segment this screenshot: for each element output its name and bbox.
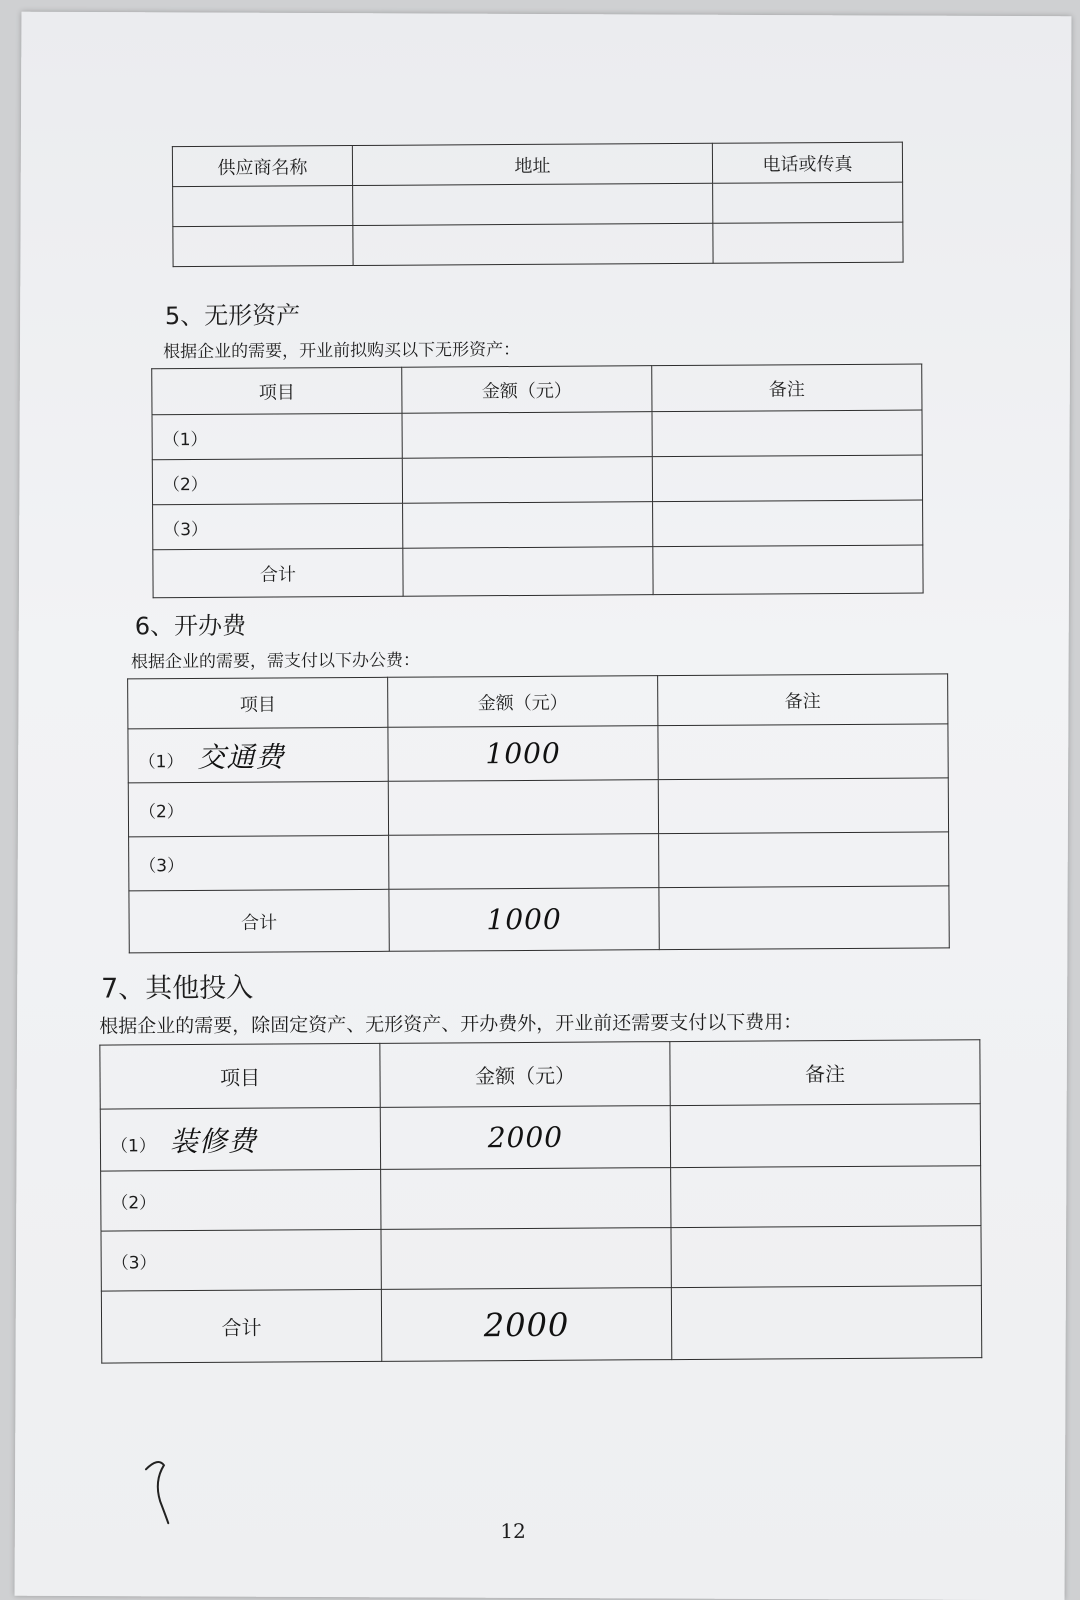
table-header-row — [128, 674, 948, 729]
item-cell[interactable] — [101, 1169, 381, 1231]
remark-cell[interactable] — [653, 500, 923, 547]
supplier-table — [172, 142, 904, 267]
remark-cell[interactable] — [671, 1166, 981, 1228]
amount-cell[interactable] — [402, 457, 652, 504]
header-item: 项目 — [152, 367, 402, 415]
item-cell[interactable] — [152, 413, 402, 460]
item-value: 装修费 — [169, 1124, 257, 1158]
amount-cell[interactable] — [389, 834, 659, 890]
table-row — [101, 1226, 981, 1291]
header-phone-fax: 电话或传真 — [712, 142, 902, 183]
header-amount: 金额（元） — [388, 676, 658, 728]
remark-cell[interactable] — [670, 1104, 980, 1168]
item-cell[interactable] — [128, 781, 388, 837]
header-address: 地址 — [352, 143, 712, 185]
section-note: 根据企业的需要，需支付以下办公费： — [130, 650, 421, 673]
item-value: 交通费 — [197, 739, 285, 774]
amount-cell[interactable]: 1000 — [388, 726, 658, 782]
amount-cell[interactable] — [402, 412, 652, 459]
total-amount[interactable]: 1000 — [389, 888, 659, 952]
section-other-investment — [99, 961, 981, 1363]
row-number: （1） — [162, 429, 208, 450]
amount-cell[interactable] — [381, 1228, 671, 1290]
item-cell[interactable] — [153, 503, 403, 550]
remark-cell[interactable] — [671, 1286, 981, 1360]
table-header-row — [100, 1040, 980, 1109]
table-row — [101, 1166, 981, 1231]
table-header-row — [172, 142, 902, 186]
total-amount[interactable] — [403, 547, 653, 597]
header-remark: 备注 — [670, 1040, 980, 1106]
section-startup-costs — [127, 601, 949, 953]
remark-cell[interactable] — [653, 545, 923, 595]
table-row — [128, 778, 948, 837]
cell[interactable] — [173, 226, 353, 267]
amount-cell[interactable] — [388, 780, 658, 836]
row-number: （2） — [162, 474, 208, 495]
document-page — [15, 12, 1072, 1600]
section-title: 6、开办费 — [134, 611, 247, 641]
row-number: （3） — [163, 519, 209, 540]
table-row — [173, 182, 903, 226]
header-item: 项目 — [128, 677, 388, 729]
remark-cell[interactable] — [652, 455, 922, 502]
item-cell[interactable] — [129, 835, 389, 891]
row-number: （2） — [138, 802, 184, 823]
item-cell[interactable] — [128, 727, 388, 783]
item-cell[interactable] — [100, 1107, 380, 1171]
cell[interactable] — [353, 223, 713, 265]
row-number: （1） — [138, 751, 184, 772]
table-row — [152, 455, 922, 505]
row-number: （2） — [111, 1193, 157, 1214]
header-remark: 备注 — [652, 364, 922, 412]
table-row — [128, 724, 948, 783]
page-number: 12 — [500, 1518, 526, 1544]
cell[interactable] — [173, 186, 353, 227]
form-sheet — [51, 46, 1060, 1552]
item-cell[interactable] — [152, 458, 402, 505]
intangible-assets-table — [151, 364, 923, 599]
total-amount[interactable]: 2000 — [381, 1288, 671, 1362]
row-number: （3） — [111, 1253, 157, 1274]
total-row — [129, 886, 949, 953]
table-row — [173, 222, 903, 266]
remark-cell[interactable] — [658, 778, 948, 834]
header-amount: 金额（元） — [402, 366, 652, 414]
section-title: 7、其他投入 — [100, 972, 254, 1005]
header-amount: 金额（元） — [380, 1042, 670, 1108]
remark-cell[interactable] — [659, 832, 949, 888]
header-supplier-name: 供应商名称 — [172, 146, 352, 187]
row-number: （3） — [139, 856, 185, 877]
remark-cell[interactable] — [652, 410, 922, 457]
table-header-row — [152, 364, 922, 415]
section-note: 根据企业的需要，开业前拟购买以下无形资产： — [163, 339, 521, 363]
remark-cell[interactable] — [659, 886, 949, 950]
remark-cell[interactable] — [671, 1226, 981, 1288]
remark-cell[interactable] — [658, 724, 948, 780]
table-row — [153, 500, 923, 550]
header-item: 项目 — [100, 1043, 380, 1109]
section-note: 根据企业的需要，除固定资产、无形资产、开办费外，开业前还需要支付以下费用： — [99, 1011, 803, 1038]
row-number: （1） — [110, 1135, 156, 1157]
cell[interactable] — [713, 182, 903, 223]
amount-cell[interactable]: 2000 — [380, 1106, 670, 1170]
section-intangible-assets — [151, 292, 923, 599]
header-remark: 备注 — [658, 674, 948, 726]
cell[interactable] — [353, 183, 713, 225]
amount-cell[interactable] — [403, 502, 653, 549]
amount-cell[interactable] — [381, 1168, 671, 1230]
table-row — [100, 1104, 980, 1171]
cell[interactable] — [713, 222, 903, 263]
table-row — [152, 410, 922, 460]
startup-costs-table — [127, 673, 950, 953]
pen-scribble — [138, 1451, 188, 1531]
supplier-block — [172, 142, 903, 267]
total-label: 合计 — [101, 1289, 381, 1363]
table-row — [129, 832, 949, 891]
item-cell[interactable] — [101, 1229, 381, 1291]
total-label: 合计 — [153, 548, 403, 598]
total-row — [153, 545, 923, 598]
other-investment-table — [99, 1039, 982, 1363]
section-title: 5、无形资产 — [164, 301, 301, 331]
total-row — [101, 1286, 981, 1363]
total-label: 合计 — [129, 889, 389, 953]
